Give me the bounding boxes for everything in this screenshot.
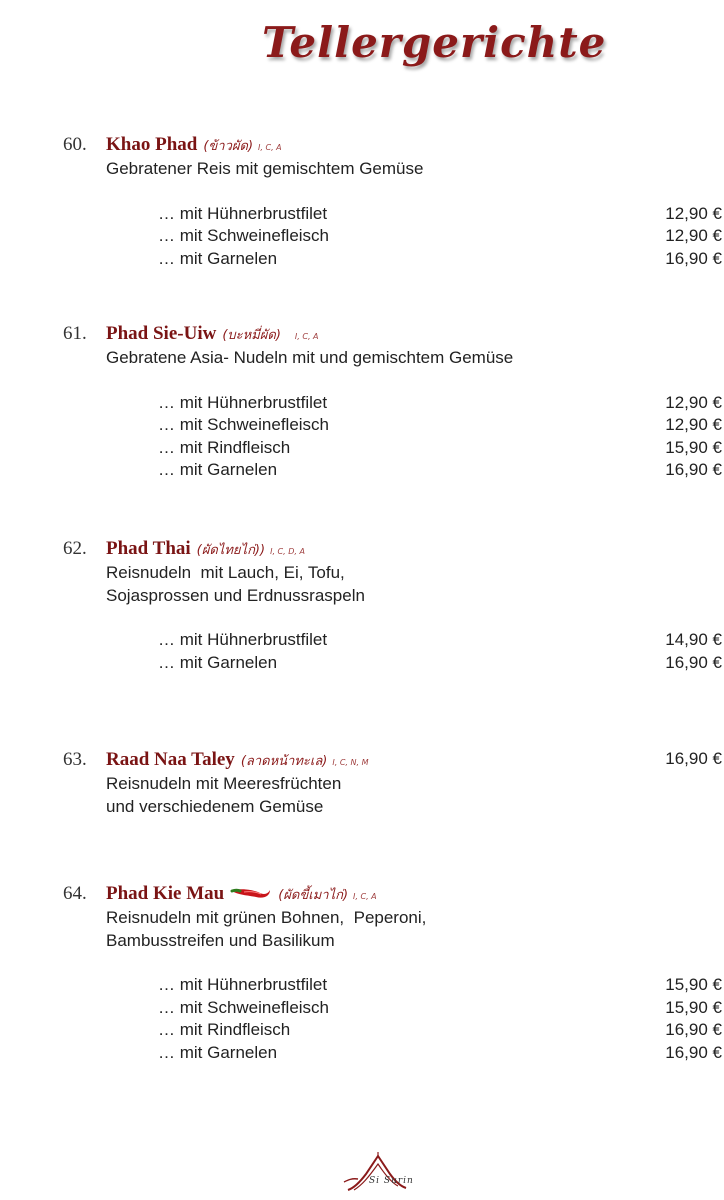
option-row [0, 997, 724, 1020]
option-list [0, 974, 724, 1064]
option-price: 12,90 € [665, 415, 722, 434]
dish-name [106, 538, 305, 560]
menu-item-64 [0, 883, 724, 1064]
dish-description: Reisnudeln mit Meeresfrüchten [106, 774, 342, 793]
option-price: 15,90 € [665, 437, 722, 457]
option-row [0, 974, 724, 997]
option-row [0, 414, 724, 437]
option-row [0, 225, 724, 248]
dish-thai-name: (ผัดไทยไก่)) [196, 543, 266, 558]
dish-price: 16,90 € [665, 749, 722, 768]
option-list [0, 629, 724, 674]
dish-description: Bambusstreifen und Basilikum [106, 930, 335, 950]
allergen-codes: I, C, D, A [270, 547, 305, 556]
option-row [0, 392, 724, 415]
dish-name-text: Phad Thai [106, 538, 191, 559]
option-price: 16,90 € [665, 1020, 722, 1039]
option-list [0, 203, 724, 271]
dish-description: Reisnudeln mit Lauch, Ei, Tofu, [106, 563, 345, 582]
option-row [0, 437, 724, 460]
dish-name-text: Phad Kie Mau [106, 883, 225, 904]
option-label: … mit Garnelen [158, 460, 278, 479]
dish-name [106, 323, 319, 345]
chili-pepper-icon [230, 884, 272, 906]
option-label: … mit Hühnerbrustfilet [158, 203, 328, 223]
option-label: … mit Garnelen [158, 1042, 278, 1062]
dish-name [106, 883, 377, 906]
option-price: 12,90 € [665, 392, 722, 412]
option-label: … mit Schweinefleisch [158, 415, 330, 434]
option-label: … mit Schweinefleisch [158, 226, 330, 245]
option-label: … mit Garnelen [158, 248, 278, 268]
option-label: … mit Garnelen [158, 652, 278, 672]
option-list [0, 392, 724, 482]
menu-item-60 [0, 134, 724, 270]
logo-text: Si Surin [369, 1176, 414, 1186]
dish-header [0, 323, 724, 347]
option-row [0, 248, 724, 271]
dish-number: 62. [63, 538, 87, 559]
option-row [0, 203, 724, 226]
dish-number: 61. [63, 323, 87, 344]
option-row [0, 652, 724, 675]
option-price: 16,90 € [665, 652, 722, 672]
page-title: Tellergerichte [262, 18, 607, 67]
option-row [0, 459, 724, 482]
dish-description: Sojasprossen und Erdnussraspeln [106, 585, 365, 605]
option-price: 14,90 € [665, 630, 722, 649]
dish-thai-name: (ผัดขี้เมาไก่) [278, 888, 349, 903]
dish-number: 64. [63, 883, 87, 904]
option-price: 12,90 € [665, 203, 722, 223]
dish-name [106, 134, 282, 156]
dish-thai-name: (ลาดหน้าทะเล) [240, 754, 328, 769]
dish-name-text: Raad Naa Taley [106, 749, 235, 770]
menu-item-62 [0, 538, 724, 674]
allergen-codes: I, C, A [258, 143, 282, 152]
allergen-codes: I, C, A [294, 332, 319, 341]
dish-description: und verschiedenem Gemüse [106, 796, 324, 816]
allergen-codes: I, C, N, M [332, 758, 369, 767]
option-price: 12,90 € [665, 226, 722, 245]
dish-description: Reisnudeln mit grünen Bohnen, Peperoni, [106, 908, 427, 927]
dish-name [106, 749, 368, 771]
option-price: 15,90 € [665, 997, 722, 1017]
dish-header [0, 134, 724, 158]
option-label: … mit Rindfleisch [158, 437, 291, 457]
option-label: … mit Hühnerbrustfilet [158, 392, 328, 412]
option-row [0, 629, 724, 652]
dish-thai-name: (บะหมี่ผัด) [222, 328, 281, 343]
dish-description: Gebratene Asia- Nudeln mit und gemischtem Gemüse [106, 348, 514, 367]
option-row [0, 1042, 724, 1065]
temple-roof-logo [340, 1152, 440, 1192]
option-label: … mit Hühnerbrustfilet [158, 630, 328, 649]
dish-header [0, 538, 724, 562]
menu-item-61 [0, 323, 724, 482]
allergen-codes: I, C, A [353, 892, 377, 901]
option-price: 16,90 € [665, 1042, 722, 1062]
option-label: … mit Rindfleisch [158, 1020, 291, 1039]
dish-number: 60. [63, 134, 87, 155]
option-label: … mit Schweinefleisch [158, 997, 330, 1017]
option-row [0, 1019, 724, 1042]
dish-name-text: Khao Phad [106, 134, 198, 155]
option-price: 16,90 € [665, 460, 722, 479]
dish-number: 63. [63, 749, 87, 770]
dish-description: Gebratener Reis mit gemischtem Gemüse [106, 159, 424, 178]
dish-name-text: Phad Sie-Uiw [106, 323, 217, 344]
option-label: … mit Hühnerbrustfilet [158, 975, 328, 994]
dish-header [0, 883, 724, 907]
menu-item-63 [0, 749, 724, 818]
dish-header [0, 749, 724, 773]
option-price: 16,90 € [665, 248, 722, 268]
dish-thai-name: (ข้าวผัด) [203, 139, 254, 154]
option-price: 15,90 € [665, 975, 722, 994]
